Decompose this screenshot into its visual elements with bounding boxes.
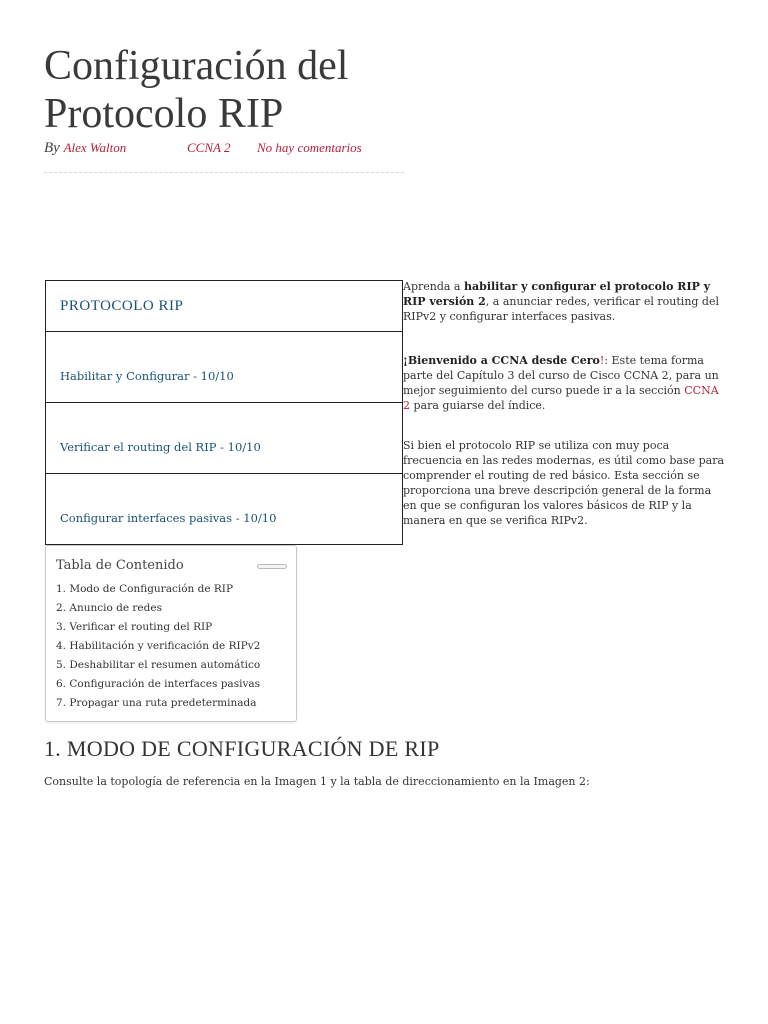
intro-p1-pre: Aprenda a — [403, 280, 464, 293]
ccna2-section-link[interactable]: CCNA 2 — [403, 384, 719, 412]
author-link[interactable]: Alex Walton — [63, 140, 127, 155]
welcome-bold: ¡Bienvenido a CCNA desde Cero — [403, 354, 600, 367]
intro-paragraph-1 — [403, 279, 728, 324]
comments-link[interactable]: No hay comentarios — [257, 140, 362, 155]
welcome-bang: ! — [599, 354, 605, 367]
header-separator — [44, 172, 404, 173]
category-link[interactable]: CCNA 2 — [187, 140, 231, 155]
toc-title: Tabla de Contenido — [56, 558, 184, 573]
intro-paragraph-3: Si bien el protocolo RIP se utiliza con muy poca frecuencia en las redes modernas, es útil como base para comprender el routing de red básico. Esta sección se proporciona una breve descripción general de la forma en que se configuran los valores básicos de RIP y la manera en que se verifica RIPv2. — [403, 439, 725, 527]
table-of-contents — [45, 545, 297, 722]
toc-item[interactable]: 6. Configuración de interfaces pasivas — [56, 678, 261, 690]
toc-item[interactable]: 1. Modo de Configuración de RIP — [56, 583, 234, 595]
toc-item[interactable]: 3. Verificar el routing del RIP — [56, 621, 213, 633]
section-heading: 1. MODO DE CONFIGURACIÓN DE RIP — [44, 736, 440, 761]
protocol-link-passive[interactable]: Configurar interfaces pasivas - 10/10 — [46, 474, 403, 545]
intro-paragraph-2 — [403, 353, 728, 413]
protocol-table — [45, 280, 403, 545]
intro-p2-post: para guiarse del índice. — [410, 399, 546, 412]
byline — [44, 140, 126, 157]
toc-item[interactable]: 2. Anuncio de redes — [56, 602, 162, 614]
by-label: By — [44, 140, 60, 156]
toc-toggle-button[interactable] — [257, 564, 287, 569]
protocol-link-enable[interactable]: Habilitar y Configurar - 10/10 — [46, 332, 403, 403]
toc-item[interactable]: 5. Deshabilitar el resumen automático — [56, 659, 261, 671]
protocol-link-verify[interactable]: Verificar el routing del RIP - 10/10 — [46, 403, 403, 474]
intro-p2-text: : Este tema forma parte del Capítulo 3 del curso de Cisco CCNA 2, para un mejor seguimiento del curso puede ir a la sección — [403, 354, 719, 397]
page-title: Configuración del Protocolo RIP — [44, 43, 349, 137]
intro-p1-bold: habilitar y configurar el protocolo RIP y RIP versión 2 — [403, 280, 711, 308]
protocol-table-header: PROTOCOLO RIP — [46, 281, 403, 332]
toc-item[interactable]: 7. Propagar una ruta predeterminada — [56, 697, 257, 709]
toc-list — [56, 580, 260, 713]
section-body-text: Consulte la topología de referencia en la Imagen 1 y la tabla de direccionamiento en la Imagen 2: — [44, 775, 590, 788]
toc-item[interactable]: 4. Habilitación y verificación de RIPv2 — [56, 640, 261, 652]
intro-p1-post: , a anunciar redes, verificar el routing del RIPv2 y configurar interfaces pasivas. — [403, 295, 720, 323]
